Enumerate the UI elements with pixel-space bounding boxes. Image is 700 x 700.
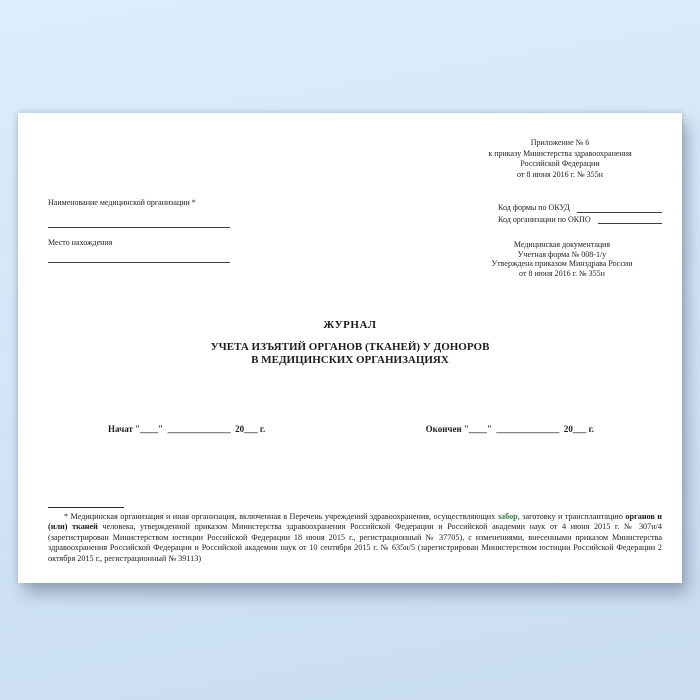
footnote-separator-rule — [48, 507, 124, 508]
org-location-blank-line — [48, 248, 230, 263]
document-page — [18, 113, 682, 583]
med-doc-line: Медицинская документация — [513, 240, 611, 249]
organization-fields — [48, 198, 230, 263]
footnote-segment: * Медицинская организация и иная организация, включенная в Перечень учреждений здравоохранения, осуществляющих — [64, 512, 498, 521]
okud-row — [498, 202, 662, 214]
okud-blank-line — [577, 204, 662, 213]
okud-label: Код формы по ОКУД — [498, 203, 570, 212]
med-doc-line: Утверждена приказом Минздрава России — [491, 259, 633, 269]
journal-subtitle-line2: В МЕДИЦИНСКИХ ОРГАНИЗАЦИЯХ — [251, 354, 449, 366]
journal-subtitle-line1: УЧЕТА ИЗЪЯТИЙ ОРГАНОВ (ТКАНЕЙ) У ДОНОРОВ — [210, 341, 490, 353]
appendix-line: от 8 июня 2016 г. № 355н — [517, 169, 603, 179]
appendix-reference — [452, 138, 668, 180]
appendix-line: к приказу Министерства здравоохранения — [488, 148, 632, 158]
med-doc-line: Учетная форма № 008-1/у — [517, 249, 607, 259]
appendix-line: Приложение № 6 — [530, 138, 590, 147]
date-finished: Окончен "____" ______________ 20___ г. — [425, 424, 594, 434]
footnote-text — [48, 512, 662, 564]
dates-row — [108, 424, 594, 434]
org-name-blank-line — [48, 208, 230, 228]
footnote-segment: органов и (или) тканей — [48, 512, 662, 532]
footnote-segment: , заготовку и трансплантацию — [517, 512, 626, 521]
org-name-label: Наименование медицинской организации * — [48, 198, 196, 207]
journal-title-block — [18, 319, 682, 367]
med-doc-line: от 8 июня 2016 г. № 355н — [519, 268, 605, 278]
org-location-label: Место нахождения — [48, 238, 113, 247]
date-started: Начат "____" ______________ 20___ г. — [108, 424, 266, 434]
footnote — [48, 507, 662, 564]
med-doc-block — [452, 240, 672, 278]
footnote-segment: человека, утвержденной приказом Министерства здравоохранения Российской Федерации и Российской академии наук от 4 июня 2015 г. № 307н/4 (зарегистрирован Министерством юстиции Российской Федерации 18 июня 2015 г., регистрационный № 37705), с изменениями, внесенными приказом Министерства здравоохранения Российской Федерации и Российской академии наук от 10 сентября 2015 г. № 635н/5 (зарегистрирован Министерством юстиции Российской Федерации 2 октября 2015 г., регистрационный № 39113) — [48, 522, 662, 563]
journal-title: ЖУРНАЛ — [323, 319, 377, 331]
code-fields — [498, 202, 662, 225]
okpo-row — [498, 214, 662, 226]
okpo-blank-line — [598, 215, 662, 224]
footnote-link[interactable]: забор — [497, 512, 518, 521]
appendix-line: Российской Федерации — [520, 159, 600, 169]
okpo-label: Код организации по ОКПО — [498, 214, 591, 224]
